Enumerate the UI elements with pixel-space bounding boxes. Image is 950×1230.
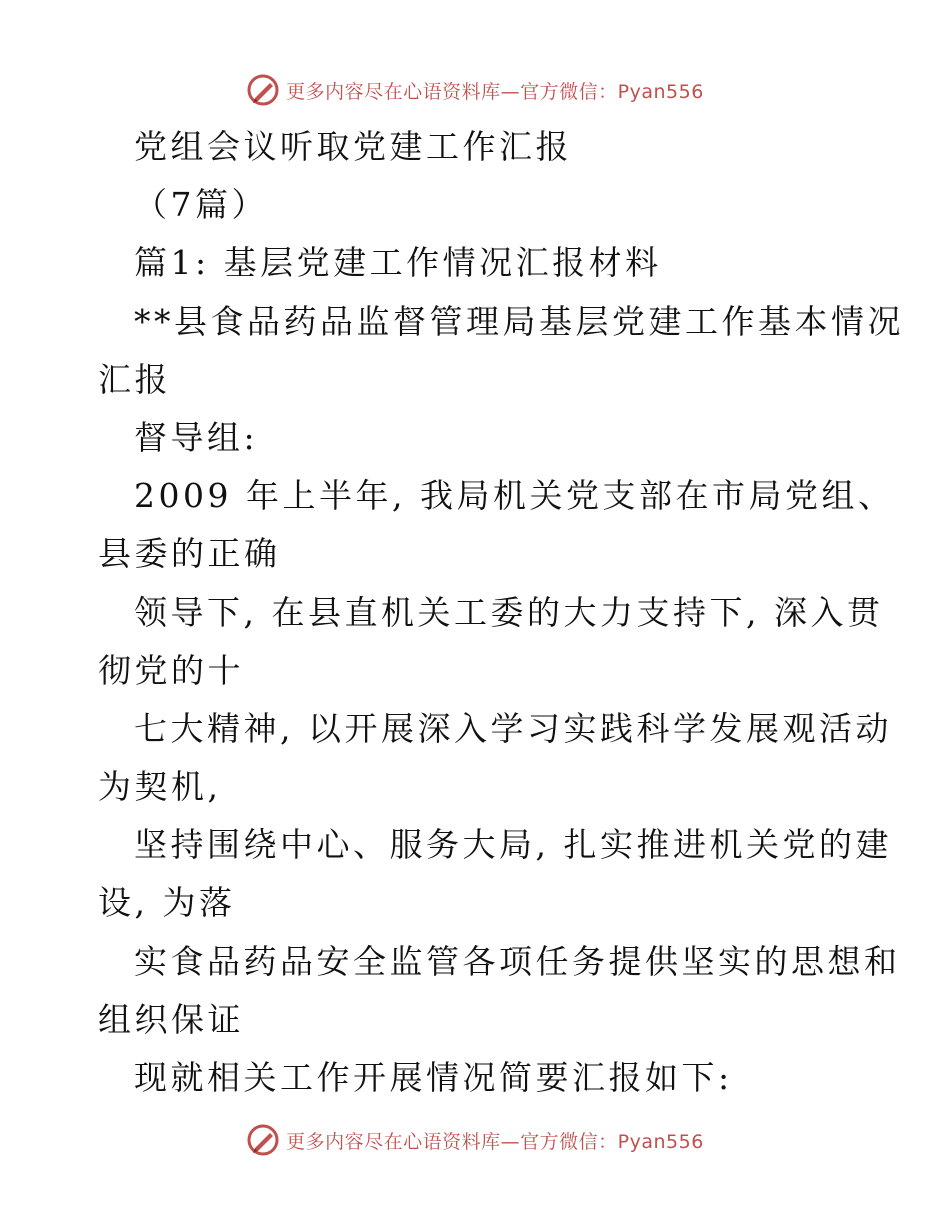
- text-line: 领导下, 在县直机关工委的大力支持下, 深入贯: [134, 592, 884, 632]
- text-line: 组织保证: [98, 999, 244, 1039]
- text-line: 2009 年上半年, 我局机关党支部在市局党组、: [134, 476, 895, 516]
- pen-seal-icon: [246, 73, 280, 107]
- text-line: 现就相关工作开展情况简要汇报如下:: [134, 1058, 733, 1097]
- text-line: 为契机,: [98, 767, 222, 807]
- document-title: 党组会议听取党建工作汇报: [134, 127, 572, 166]
- pen-seal-icon: [246, 1123, 280, 1157]
- text-line: 设, 为落: [98, 883, 236, 923]
- text-line: （7篇）: [134, 185, 268, 225]
- text-line: 实食品药品安全监管各项任务提供坚实的思想和: [134, 941, 901, 981]
- footer-watermark: [0, 1120, 950, 1160]
- text-line: 督导组:: [134, 417, 259, 457]
- text-line: 篇1: 基层党建工作情况汇报材料: [134, 243, 662, 283]
- text-line: 坚持围绕中心、服务大局, 扎实推进机关党的建: [134, 825, 892, 865]
- text-line: 彻党的十: [98, 650, 244, 690]
- watermark-text: 更多内容尽在心语资料库—官方微信：Pyan556: [286, 1130, 704, 1153]
- document-body: [98, 118, 904, 1107]
- header-watermark: [0, 70, 950, 110]
- text-line: **县食品药品监督管理局基层党建工作基本情况: [134, 301, 904, 341]
- text-line: 七大精神, 以开展深入学习实践科学发展观活动: [134, 708, 892, 748]
- text-line: 汇报: [98, 359, 171, 399]
- text-line: 县委的正确: [98, 534, 281, 574]
- watermark-text: 更多内容尽在心语资料库—官方微信：Pyan556: [286, 80, 704, 103]
